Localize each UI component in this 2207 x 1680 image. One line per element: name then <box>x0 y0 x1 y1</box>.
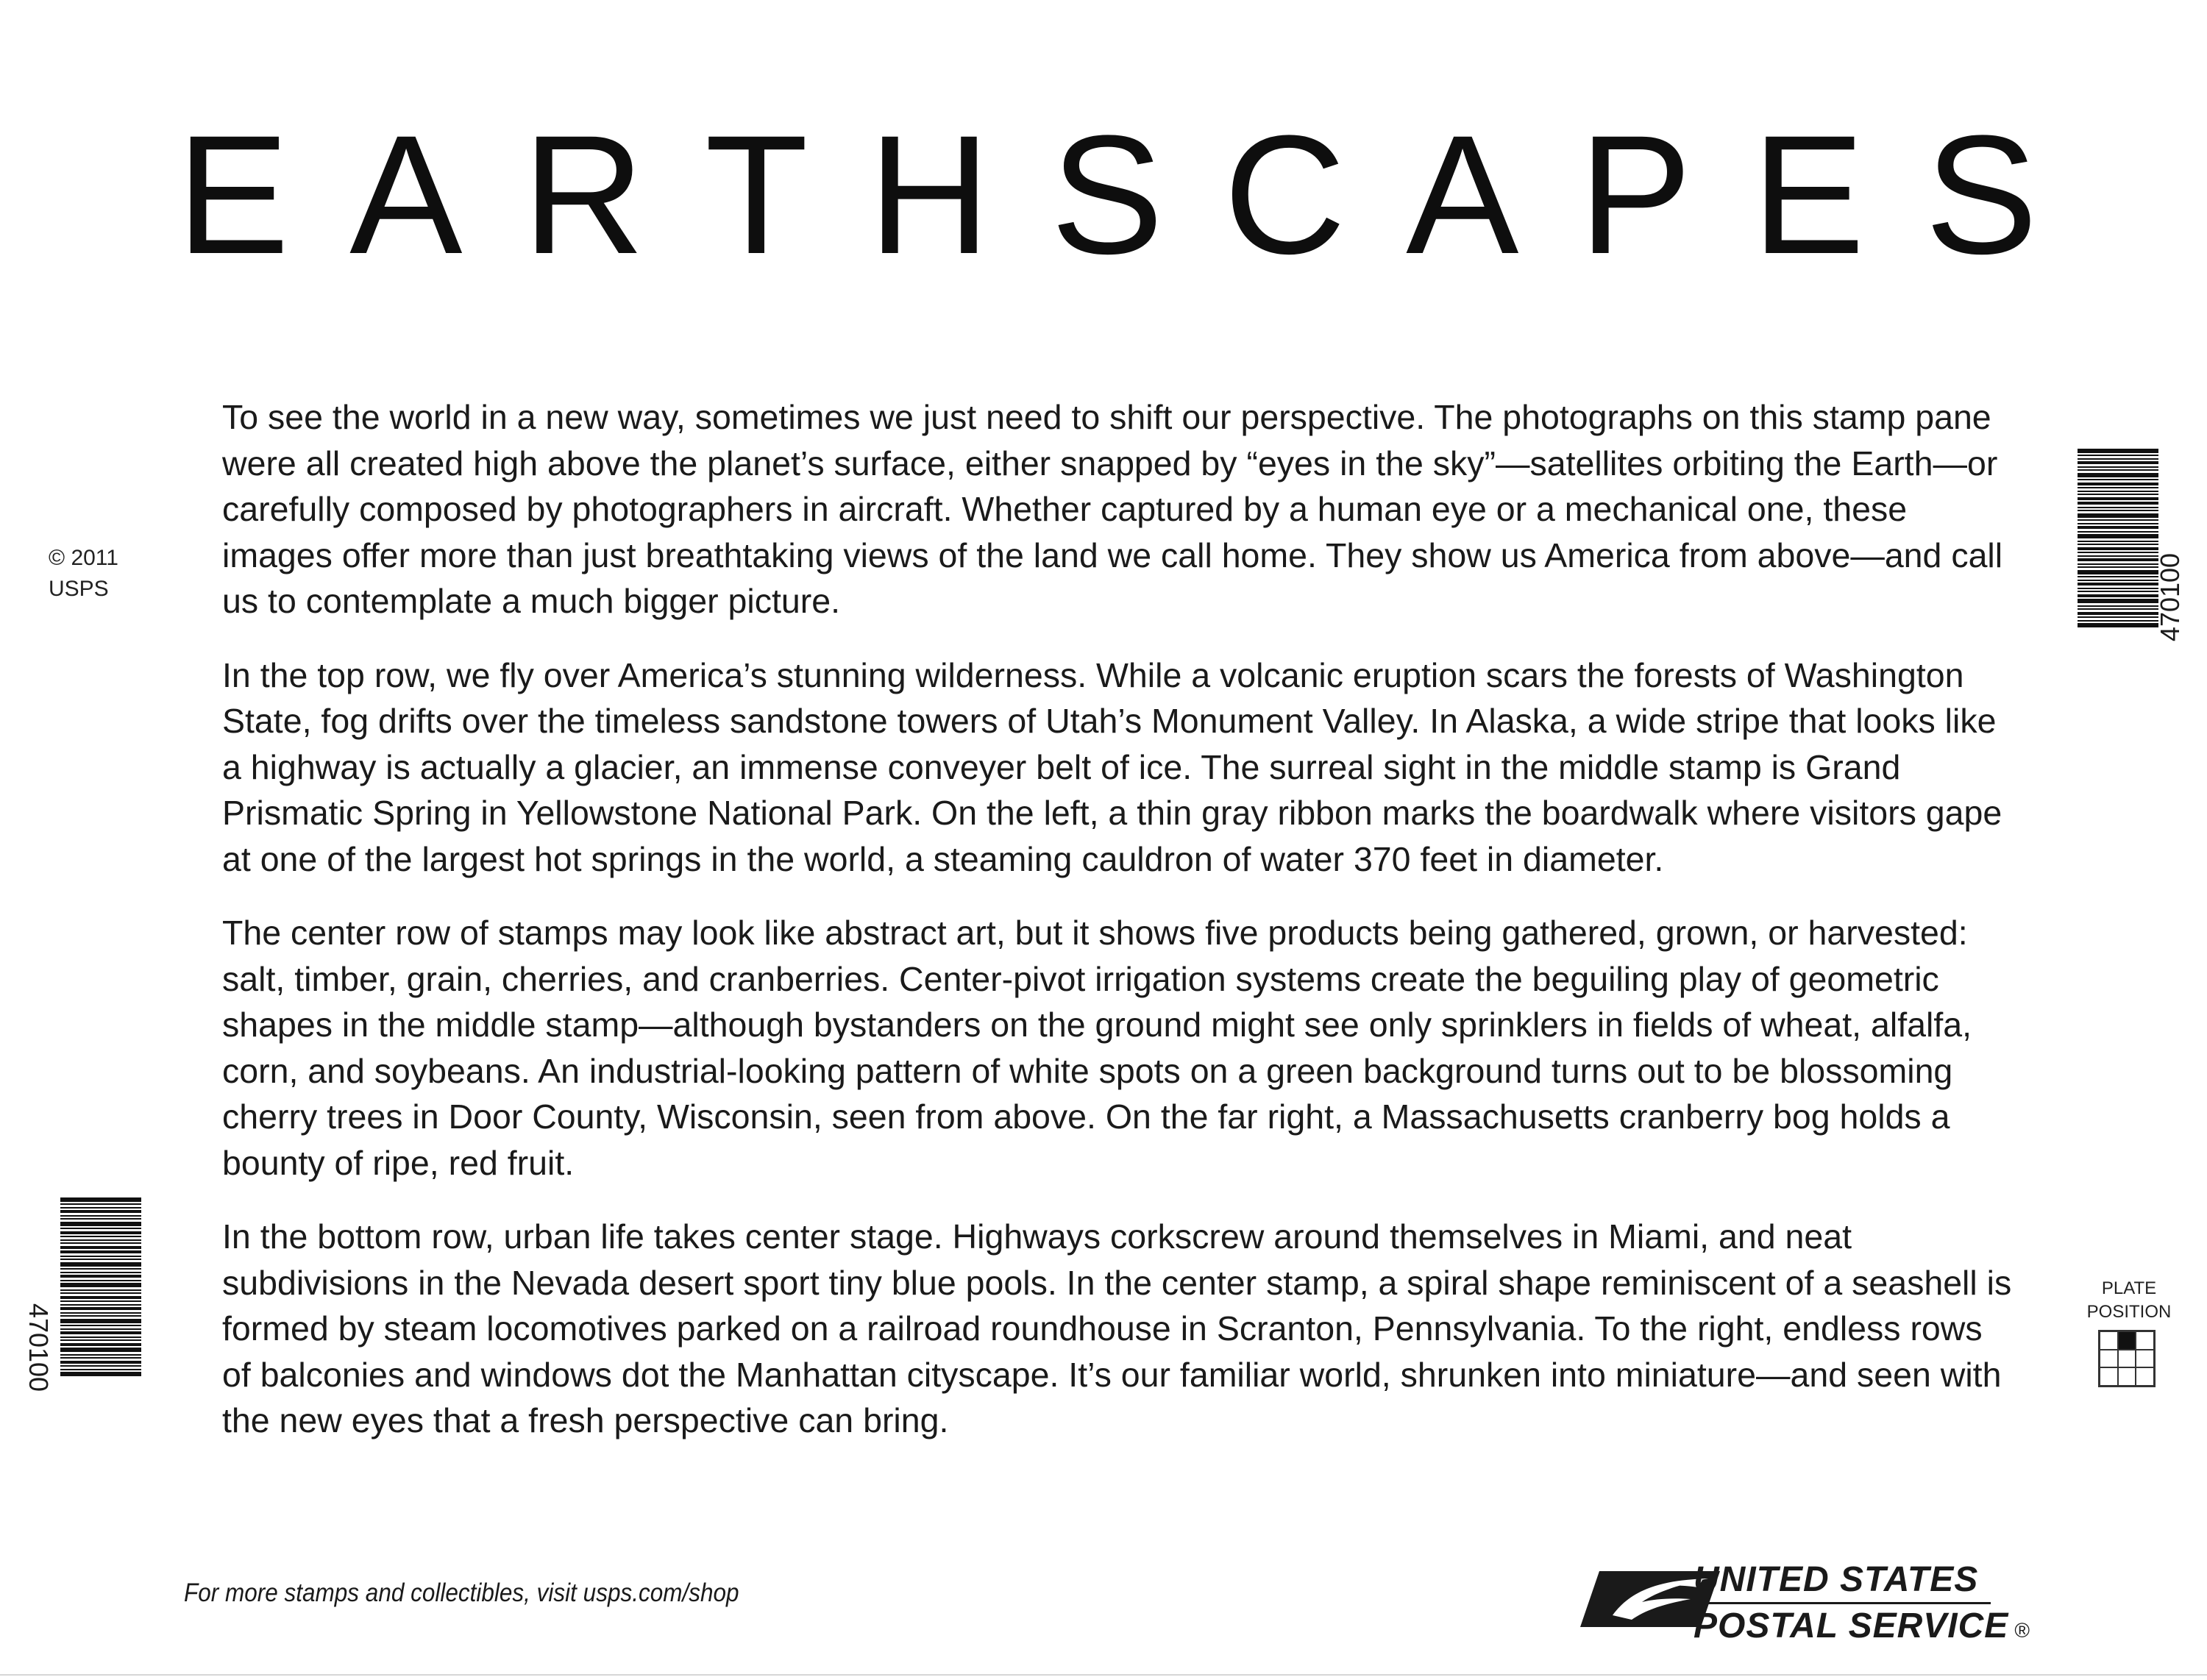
barcode-bar <box>2078 544 2158 545</box>
paragraph-center-row: The center row of stamps may look like abstract art, but it shows five products being gathered, grown, or harvested: salt, timber, grain, cherries, and cranberries. Center-pivot irrigation systems create the beguiling play of geometric shapes in the middle stamp—although bystanders on the ground might see only sprinklers in fields of wheat, alfalfa, corn, and soybeans. An industrial-looking pattern of white spots on a green background turns out to be blossoming cherry trees in Door County, Wisconsin, seen from above. On the far right, a Massachusetts cranberry bog holds a bounty of ripe, red fruit. <box>222 914 1972 1182</box>
plate-grid-cell <box>2118 1331 2136 1350</box>
barcode-bar <box>60 1339 141 1341</box>
barcode-bar <box>2078 461 2158 464</box>
barcode-bar <box>2078 497 2158 500</box>
barcode-bar <box>2078 608 2158 610</box>
barcode-bar <box>2078 513 2158 518</box>
barcode-bar <box>60 1312 141 1314</box>
usps-rule <box>1694 1602 1991 1604</box>
title-letter: E <box>1752 100 1865 289</box>
barcode-bar <box>2078 558 2158 561</box>
barcode-bar <box>2078 570 2158 574</box>
barcode-bar <box>60 1280 141 1281</box>
paragraph-intro: To see the world in a new way, sometimes we just need to shift our perspective. The photographs on this stamp pane were all created high above the planet’s surface, either snapped by “eyes in the sky”—satellites orbiting the Earth—or carefully composed by photographers in aircraft. Whether captured by a human eye or a mechanical one, these images offer more than just breathtaking views of the land we call home. They show us America from above—and call us to contemplate a much bigger picture. <box>222 398 2003 620</box>
barcode-bar <box>60 1222 141 1226</box>
title-letter: P <box>1579 100 1692 289</box>
barcode-bar <box>2078 623 2158 627</box>
barcode-number-right: 470100 <box>2155 552 2185 642</box>
title-letter: T <box>705 100 808 289</box>
barcode-bar <box>2078 526 2158 529</box>
barcode-bar <box>60 1315 141 1317</box>
barcode-bar <box>2078 523 2158 524</box>
title-letter: C <box>1223 100 1346 289</box>
paragraph-bottom-row: In the bottom row, urban life takes center stage. Highways corkscrew around themselves in Miami, and neat subdivisions in the Nevada desert sport tiny blue pools. In the center stamp, a spiral shape reminiscent of a seashell is formed by steam locomotives parked on a railroad roundhouse in Scranton, Pennsylvania. To the right, endless rows of balconies and windows dot the Manhattan cityscape. It’s our familiar world, shrunken into miniature—and seen with the new eyes that a fresh perspective can bring. <box>222 1217 2012 1439</box>
copyright-notice <box>49 543 118 605</box>
barcode-right <box>2078 449 2158 630</box>
barcode-bar <box>60 1325 141 1326</box>
barcode-bar <box>60 1304 141 1306</box>
plate-position-grid <box>2098 1330 2156 1387</box>
barcode-bar <box>2078 563 2158 565</box>
usps-name-line2-wrapper <box>1694 1606 2030 1651</box>
plate-position-label <box>2085 1277 2173 1324</box>
barcode-bar <box>2078 541 2158 542</box>
barcode-bar <box>60 1262 141 1267</box>
barcode-bar <box>2078 502 2158 505</box>
paragraph-top-row: In the top row, we fly over America’s stunning wilderness. While a volcanic eruption scars the forests of Washington State, fog drifts over the timeless sandstone towers of Utah’s Monument Valley. In Alaska, a wide stripe that looks like a highway is actually a glacier, an immense conveyer belt of ice. The surreal sight in the middle stamp is Grand Prismatic Spring in Yellowstone National Park. On the left, a thin gray ribbon marks the boardwalk where visitors gape at one of the largest hot springs in the world, a steaming cauldron of water 370 feet in diameter. <box>222 655 2002 878</box>
barcode-bar <box>60 1197 141 1202</box>
barcode-bar <box>60 1296 141 1299</box>
barcode-bar <box>2078 616 2158 618</box>
barcode-bar <box>60 1331 141 1334</box>
plate-grid-cell <box>2136 1331 2154 1350</box>
barcode-bar <box>2078 519 2158 521</box>
barcode-bar <box>2078 469 2158 471</box>
barcode-bar <box>60 1354 141 1356</box>
barcode-bar <box>2078 507 2158 508</box>
barcode-number-left: 470100 <box>24 1303 54 1392</box>
barcode-bar <box>2078 576 2158 577</box>
barcode-bar <box>2078 491 2158 492</box>
footer-note: For more stamps and collectibles, visit usps.com/shop <box>184 1578 739 1607</box>
barcode-bar <box>60 1300 141 1302</box>
barcode-bar <box>2078 458 2158 460</box>
barcode-bar <box>60 1272 141 1273</box>
barcode-bar <box>60 1365 141 1367</box>
barcode-bar <box>2078 473 2158 477</box>
registered-mark: ® <box>2014 1619 2030 1642</box>
barcode-bar <box>60 1231 141 1234</box>
barcode-bar <box>60 1328 141 1330</box>
barcode-bar <box>2078 612 2158 615</box>
plate-label-line2: POSITION <box>2086 1302 2172 1322</box>
bottom-edge <box>0 1674 2207 1676</box>
barcode-bar <box>60 1372 141 1376</box>
barcode-bar <box>2078 620 2158 622</box>
barcode-bar <box>2078 510 2158 511</box>
barcode-bar <box>60 1275 141 1278</box>
page-title <box>177 100 2038 289</box>
barcode-bar <box>2078 534 2158 538</box>
barcode-bar <box>60 1246 141 1249</box>
barcode-bar <box>60 1242 141 1244</box>
title-letter: S <box>1051 100 1164 289</box>
barcode-bar <box>60 1228 141 1229</box>
title-letter: S <box>1925 100 2038 289</box>
barcode-bar <box>2078 479 2158 480</box>
barcode-bar <box>2078 555 2158 557</box>
barcode-bar <box>60 1348 141 1352</box>
barcode-bar <box>2078 483 2158 485</box>
barcode-left <box>60 1197 141 1378</box>
barcode-bar <box>2078 583 2158 585</box>
copyright-owner: USPS <box>49 577 109 601</box>
barcode-bar <box>60 1357 141 1359</box>
usps-name-line2: POSTAL SERVICE <box>1694 1606 2009 1645</box>
barcode-bar <box>60 1210 141 1213</box>
title-letter: A <box>1406 100 1519 289</box>
barcode-bar <box>60 1215 141 1217</box>
barcode-bar <box>2078 449 2158 453</box>
barcode-bar <box>2078 605 2158 607</box>
barcode-bar <box>2078 591 2158 592</box>
barcode-bar <box>60 1361 141 1364</box>
barcode-bar <box>60 1283 141 1287</box>
title-letter: H <box>868 100 991 289</box>
copyright-year: © 2011 <box>49 546 118 570</box>
title-letter: A <box>349 100 463 289</box>
barcode-bar <box>2078 494 2158 495</box>
barcode-bar <box>60 1203 141 1205</box>
barcode-bar <box>60 1239 141 1241</box>
title-letter: E <box>177 100 290 289</box>
barcode-bar <box>2078 594 2158 597</box>
barcode-bar <box>60 1256 141 1257</box>
barcode-bar <box>60 1207 141 1209</box>
barcode-bar <box>2078 599 2158 603</box>
barcode-bar <box>2078 531 2158 533</box>
barcode-bar <box>60 1236 141 1237</box>
barcode-bar <box>60 1292 141 1294</box>
barcode-bar <box>60 1336 141 1338</box>
barcode-bar <box>60 1319 141 1323</box>
title-letter: R <box>522 100 645 289</box>
barcode-bar <box>60 1218 141 1220</box>
barcode-bar <box>60 1343 141 1346</box>
barcode-bar <box>2078 552 2158 553</box>
barcode-bar <box>2078 466 2158 468</box>
barcode-bar <box>60 1369 141 1370</box>
body-text <box>222 394 2017 1472</box>
plate-grid-cell <box>2118 1367 2136 1386</box>
plate-grid-cell <box>2100 1331 2118 1350</box>
barcode-bar <box>2078 580 2158 581</box>
barcode-bar <box>2078 487 2158 488</box>
plate-grid-cell <box>2136 1367 2154 1386</box>
barcode-bar <box>60 1268 141 1270</box>
barcode-bar <box>2078 547 2158 550</box>
usps-name-line1: UNITED STATES <box>1694 1560 1979 1599</box>
plate-grid-cell <box>2118 1350 2136 1368</box>
barcode-bar <box>60 1250 141 1253</box>
plate-label-line1: PLATE <box>2101 1278 2157 1298</box>
usps-wordmark <box>1694 1559 2030 1651</box>
barcode-bar <box>60 1259 141 1260</box>
barcode-bar <box>2078 588 2158 589</box>
plate-grid-cell <box>2100 1367 2118 1386</box>
barcode-bar <box>2078 566 2158 568</box>
barcode-bar <box>60 1307 141 1310</box>
plate-grid-cell <box>2100 1350 2118 1368</box>
plate-grid-cell <box>2136 1350 2154 1368</box>
barcode-bar <box>2078 455 2158 456</box>
barcode-bar <box>60 1289 141 1291</box>
